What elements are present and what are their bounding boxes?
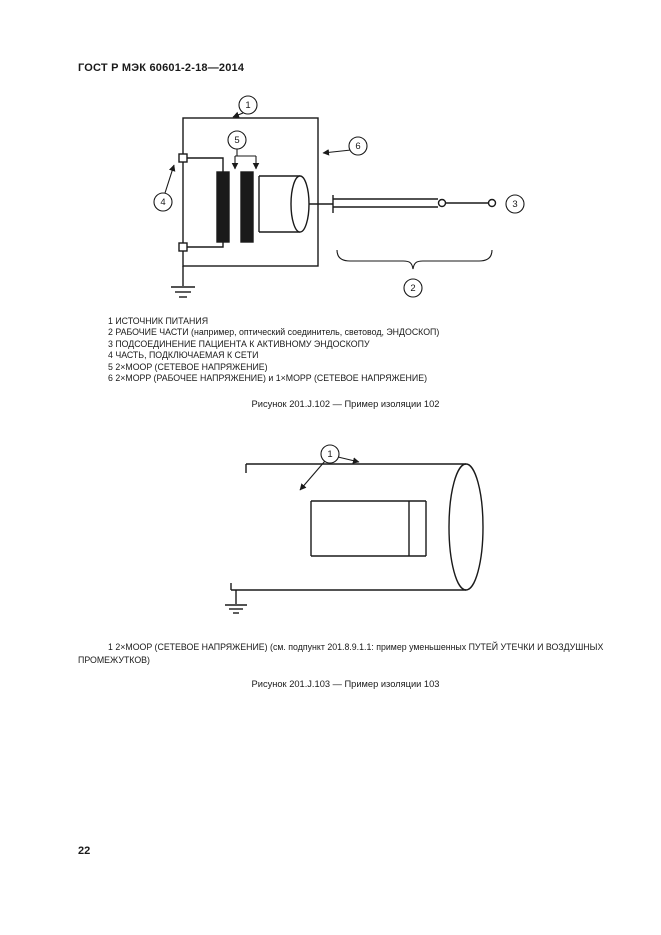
endoscope-inner-conductor — [311, 501, 426, 556]
callout-5-label: 5 — [234, 135, 240, 147]
endoscope-outer-body — [231, 464, 483, 590]
callout-3-label: 3 — [512, 199, 518, 211]
figure-102-caption: Рисунок 201.J.102 — Пример изоляции 102 — [251, 399, 440, 409]
output-leads — [309, 195, 496, 213]
figure-103-diagram — [215, 443, 505, 630]
callout-1-label: 1 — [245, 100, 251, 112]
figure-103-caption: Рисунок 201.J.103 — Пример изоляции 103 — [251, 679, 440, 689]
document-title: ГОСТ Р МЭК 60601-2-18—2014 — [78, 62, 245, 74]
ground-symbol — [225, 590, 247, 613]
figure-103-note: 1 2×MOOP (СЕТЕВОЕ НАПРЯЖЕНИЕ) (см. подпункт 201.8.9.1.1: пример уменьшенных ПУТЕЙ УТЕЧКИ И ВОЗДУШНЫХ ПРОМЕЖУТКОВ) — [78, 642, 604, 665]
callout-labels — [160, 100, 517, 294]
page-number: 22 — [78, 845, 91, 857]
callout-leaders — [165, 113, 351, 193]
applied-parts-brace — [337, 250, 492, 269]
ground-symbol — [171, 266, 195, 297]
legend-item-1: 1 ИСТОЧНИК ПИТАНИЯ — [108, 316, 209, 326]
callout-1-label: 1 — [327, 449, 333, 461]
figure-102-legend — [108, 316, 439, 384]
callout-circles — [154, 96, 524, 297]
legend-item-6: 6 2×MOPP (РАБОЧЕЕ НАПРЯЖЕНИЕ) и 1×MOPP (СЕТЕВОЕ НАПРЯЖЕНИЕ) — [108, 373, 428, 384]
transformer-windings — [217, 172, 253, 242]
secondary-winding-cylinder — [259, 176, 309, 232]
figure-102-diagram — [140, 92, 540, 307]
legend-item-5: 5 2×MOOP (СЕТЕВОЕ НАПРЯЖЕНИЕ) — [108, 361, 268, 372]
legend-item-4: 4 ЧАСТЬ, ПОДКЛЮЧАЕМАЯ К СЕТИ — [108, 350, 259, 361]
legend-item-2: 2 РАБОЧИЕ ЧАСТИ (например, оптический соединитель, световод, ЭНДОСКОП) — [108, 327, 440, 338]
callout-2-label: 2 — [410, 283, 416, 295]
callout-4-label: 4 — [160, 197, 166, 209]
legend-item-3: 3 ПОДСОЕДИНЕНИЕ ПАЦИЕНТА К АКТИВНОМУ ЭНДОСКОПУ — [108, 338, 370, 349]
callout-6-label: 6 — [355, 141, 361, 153]
